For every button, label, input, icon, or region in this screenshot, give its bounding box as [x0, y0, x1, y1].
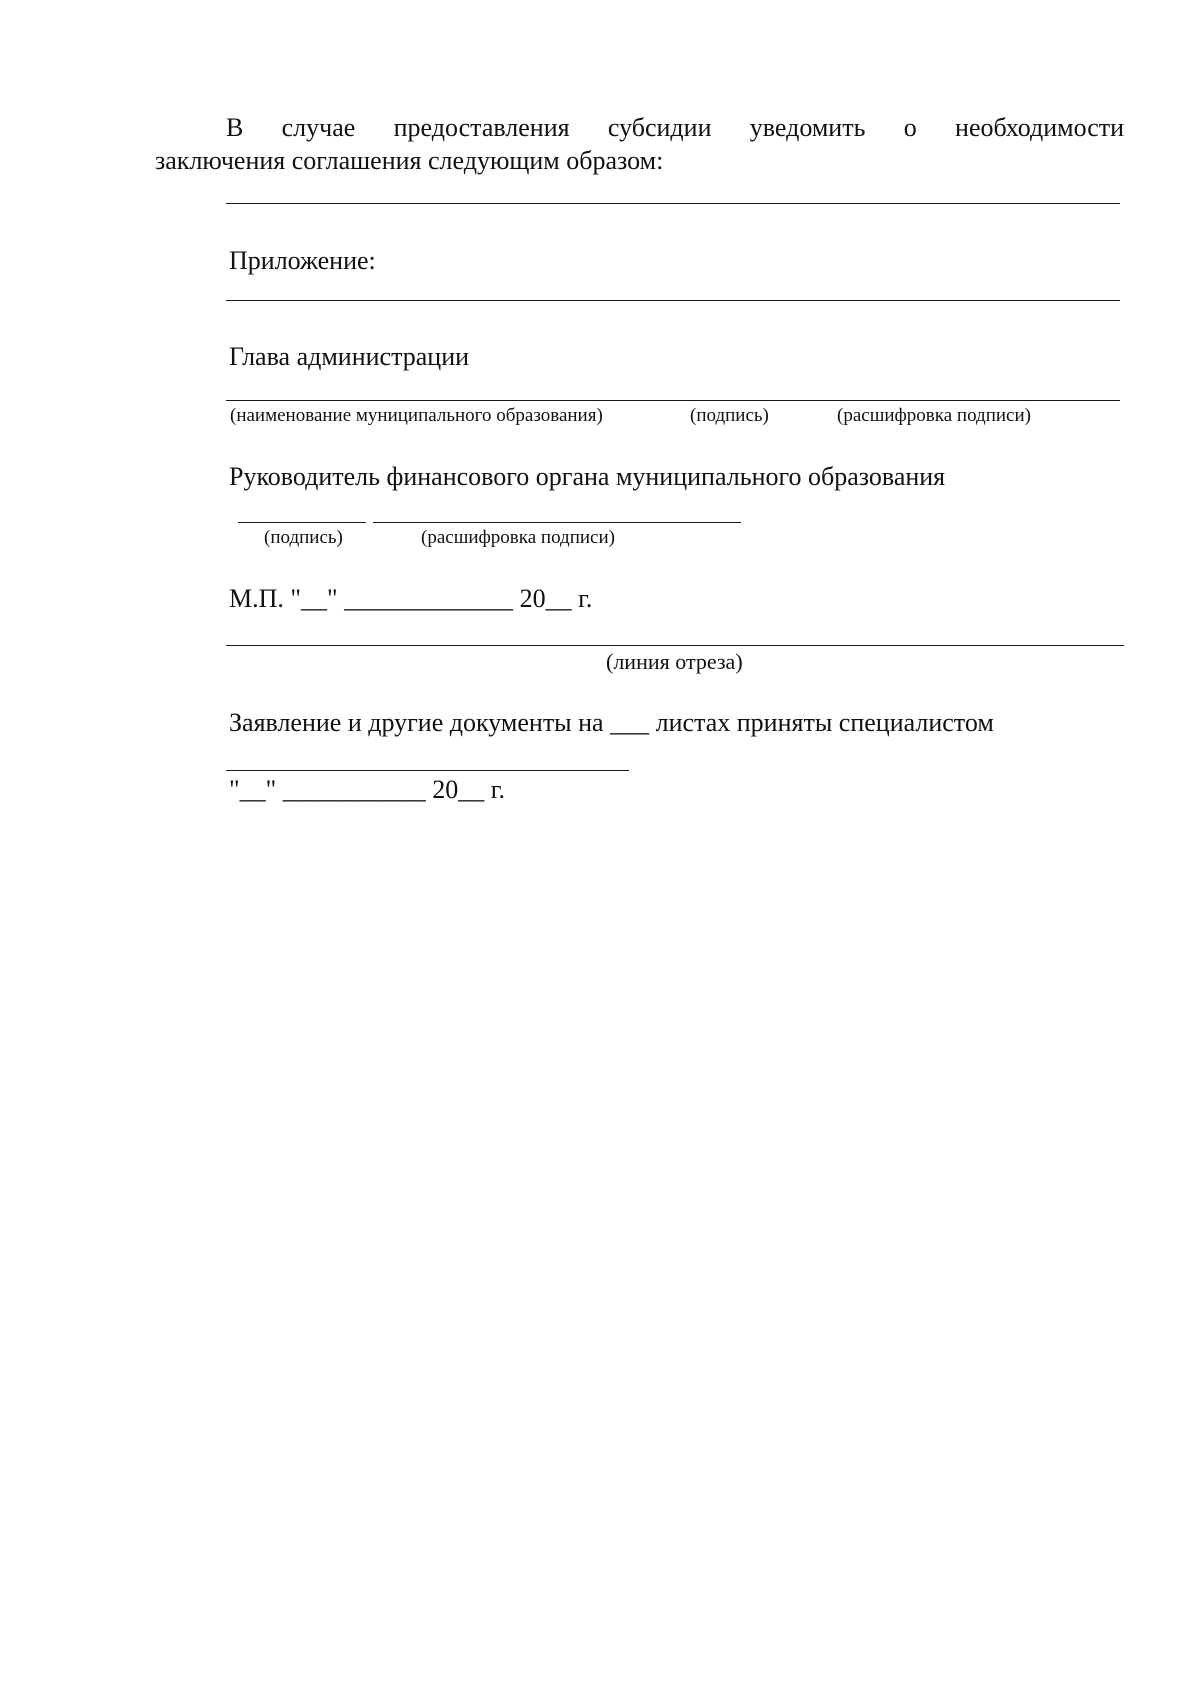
head-signature-blank-line	[226, 400, 1120, 401]
intro-word: субсидии	[607, 113, 712, 142]
finance-signature-caption: (подпись)	[264, 527, 343, 548]
finance-decoding-caption: (расшифровка подписи)	[421, 527, 615, 548]
intro-word: о	[903, 113, 917, 142]
intro-word: уведомить	[749, 113, 866, 142]
intro-word: В	[226, 113, 244, 142]
cut-line-caption: (линия отреза)	[606, 649, 743, 674]
cut-line	[226, 645, 1124, 646]
stamp-date-line: М.П. "__" _____________ 20__ г.	[229, 584, 593, 613]
received-date-line: "__" ___________ 20__ г.	[229, 775, 505, 804]
intro-word: необходимости	[955, 113, 1125, 142]
notification-method-blank-line	[226, 203, 1120, 204]
appendix-blank-line	[226, 300, 1120, 301]
intro-word: случае	[281, 113, 356, 142]
head-decoding-caption: (расшифровка подписи)	[837, 405, 1031, 426]
finance-decoding-blank-line	[373, 522, 741, 523]
specialist-blank-line	[226, 770, 629, 771]
appendix-label: Приложение:	[229, 246, 376, 275]
intro-line-1	[226, 112, 1124, 144]
intro-word: предоставления	[393, 113, 570, 142]
finance-signature-blank-line	[238, 522, 366, 523]
documents-received-line: Заявление и другие документы на ___ листах приняты специалистом	[229, 708, 994, 737]
head-of-administration-label: Глава администрации	[229, 342, 470, 371]
municipality-caption: (наименование муниципального образования)	[230, 405, 603, 426]
head-signature-caption: (подпись)	[690, 405, 769, 426]
finance-head-label: Руководитель финансового органа муниципального образования	[229, 462, 946, 491]
intro-line-2: заключения соглашения следующим образом:	[155, 146, 664, 175]
